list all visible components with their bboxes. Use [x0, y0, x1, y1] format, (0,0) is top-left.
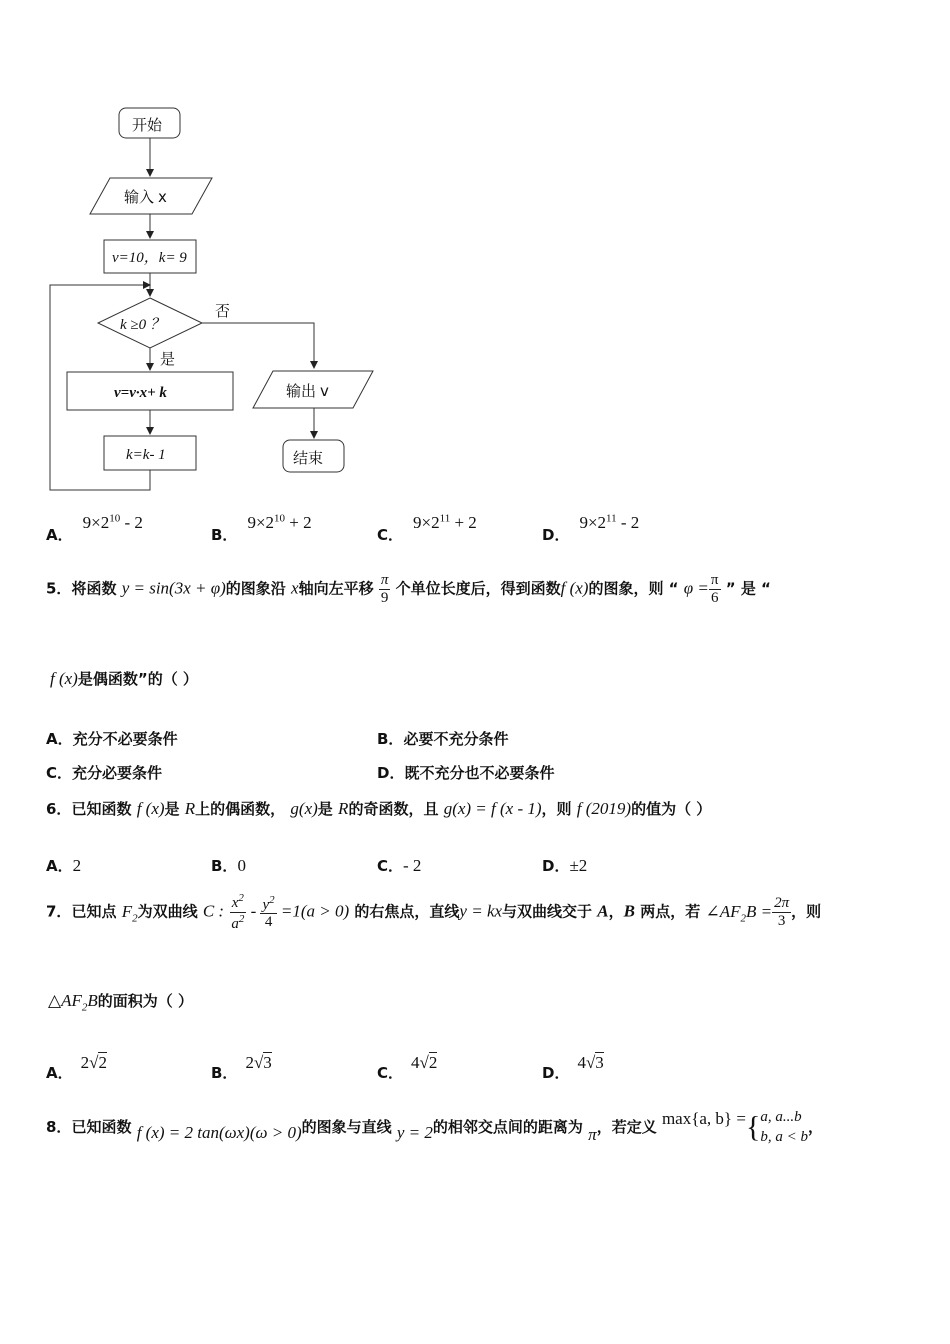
q7-option-c[interactable]: C．4√2	[377, 1053, 438, 1082]
start-label: 开始	[132, 116, 163, 134]
yes-label: 是	[160, 350, 176, 368]
init-label: v=10，k= 9	[112, 250, 187, 266]
no-label: 否	[215, 302, 231, 320]
q7-stem-line2: $\triangle AF_2B$的面积为（ ）	[48, 991, 193, 1014]
q5-option-d[interactable]: D．既不充分也不必要条件	[377, 764, 555, 782]
option-label: C．	[377, 526, 404, 544]
option-expr: $9\times 2^{10} + 2$	[247, 512, 312, 532]
q7-option-a[interactable]: A．2√2	[46, 1053, 107, 1082]
q4-option-b[interactable]	[211, 512, 312, 544]
input-label: 输入 x	[124, 188, 167, 206]
q5-option-c[interactable]: C．充分必要条件	[46, 764, 163, 782]
q4-option-a[interactable]	[46, 512, 143, 544]
q4-option-d[interactable]	[542, 512, 640, 544]
update-k-label: k=k- 1	[126, 447, 166, 463]
q6-option-a[interactable]: A．2	[46, 856, 82, 875]
option-label: B．	[211, 526, 238, 544]
q7-stem: 7．已知点 $F_2$为双曲线 C : $\frac{x^2}{a^2}$ - $\frac{y^2}{4}$ =1(a > 0) 的右焦点，直线y = kx与双曲线交于 A，B 两点，若 $\angle AF_2B$ = $\frac{2\pi}{3}$ ，则	[46, 892, 822, 932]
q6-stem: 6．已知函数 f (x)是 R上的偶函数， g(x)是 R的奇函数，且 g(x) = f (x - 1)，则 f (2019)的值为（ ）	[46, 799, 712, 818]
option-label: D．	[542, 526, 570, 544]
output-label: 输出 v	[286, 382, 329, 400]
option-expr: $9\times 2^{11} - 2$	[579, 512, 640, 532]
q5-option-b[interactable]: B．必要不充分条件	[377, 730, 509, 748]
q8-stem: 8．已知函数 f (x) = 2 tan(ωx)(ω > 0)的图象与直线 y = 2的相邻交点间的距离为 π，若定义 max{a, b} ={ a, a...b b, a < b ，	[46, 1109, 823, 1145]
option-expr: $9\times 2^{11} + 2$	[413, 512, 477, 532]
q6-option-b[interactable]: B．0	[211, 856, 246, 875]
update-v-label: v=v·x+ k	[114, 385, 167, 401]
q7-option-b[interactable]: B．2√3	[211, 1053, 272, 1082]
q4-option-c[interactable]	[377, 512, 477, 544]
decision-label: k ≥0 ？	[120, 317, 165, 333]
option-expr: $9\times 2^{10} - 2$	[82, 512, 143, 532]
flowchart	[0, 0, 420, 500]
q6-option-d[interactable]: D．±2	[542, 856, 588, 875]
q7-option-d[interactable]: D．4√3	[542, 1053, 604, 1082]
end-label: 结束	[293, 449, 324, 467]
q5-stem-line2: f (x)是偶函数”的（ ）	[50, 669, 198, 688]
q5-stem: 5．将函数 y = sin(3x + φ)的图象沿 x轴向左平移 $\frac{\pi}{9}$ 个单位长度后，得到函数f (x)的图象，则 “ φ = $\frac{\pi}{6}$ ” 是 “	[46, 572, 771, 606]
q6-option-c[interactable]: C．- 2	[377, 856, 422, 875]
option-label: A．	[46, 526, 73, 544]
q5-option-a[interactable]: A．充分不必要条件	[46, 730, 178, 748]
